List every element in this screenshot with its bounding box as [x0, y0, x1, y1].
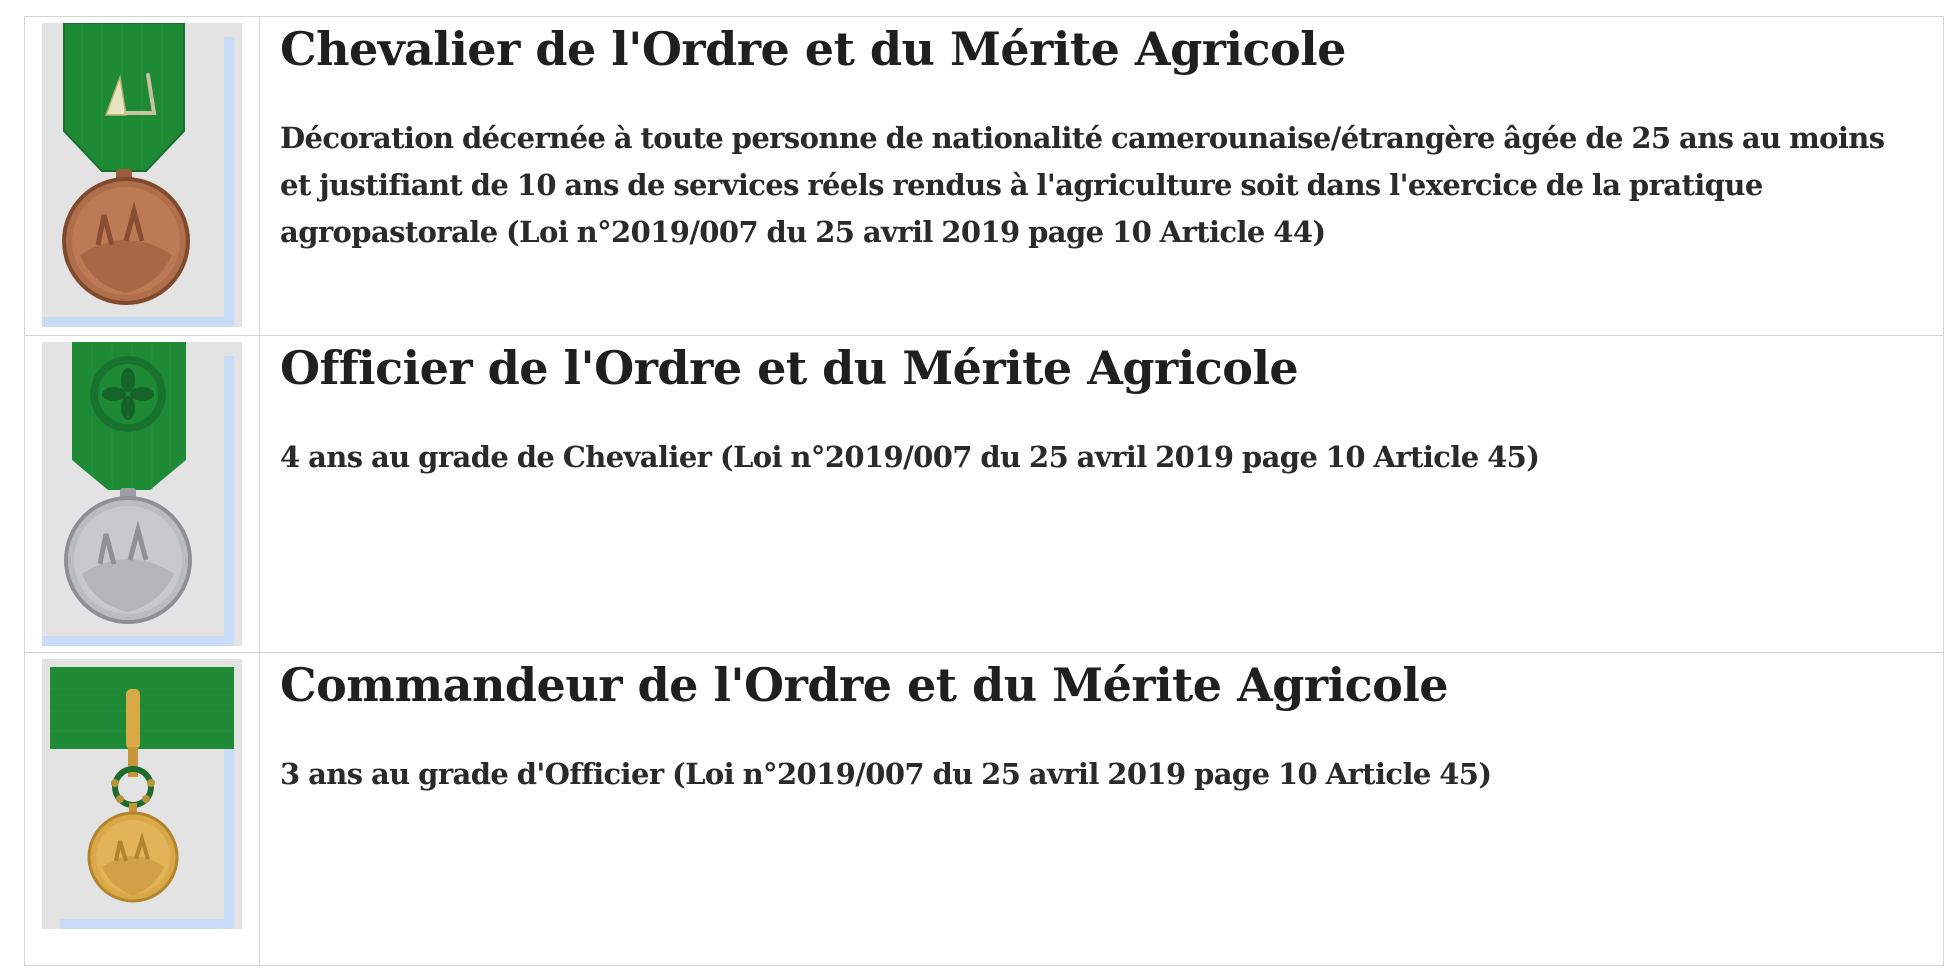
grade-title: Chevalier de l'Ordre et du Mérite Agricole	[280, 22, 1346, 76]
gold-medal-icon	[42, 659, 242, 929]
medal-image-cell	[25, 336, 260, 652]
grade-description: Décoration décernée à toute personne de nationalité camerounaise/étrangère âgée de 25 ans au moins et justifiant de 10 ans de services réels rendus à l'agriculture soit dans l'exercice de la pratique agropastorale (Loi n°2019/007 du 25 avril 2019 page 10 Article 44)	[280, 121, 1885, 249]
medal-text-cell	[260, 336, 1943, 652]
decoration-table	[24, 16, 1944, 966]
silver-medal-icon	[42, 342, 242, 646]
medal-image-cell	[25, 653, 260, 966]
table-row-chevalier	[25, 17, 1943, 335]
grade-description: 3 ans au grade d'Officier (Loi n°2019/007 du 25 avril 2019 page 10 Article 45)	[280, 757, 1492, 791]
medal-text-cell	[260, 653, 1943, 966]
medal-image-cell	[25, 17, 260, 335]
table-row-commandeur	[25, 652, 1943, 966]
table-row-officier	[25, 335, 1943, 652]
commandeur-medal-image	[42, 659, 242, 929]
grade-title: Commandeur de l'Ordre et du Mérite Agricole	[280, 658, 1449, 712]
officier-medal-image	[42, 342, 242, 646]
bronze-medal-icon	[42, 23, 242, 327]
grade-description: 4 ans au grade de Chevalier (Loi n°2019/007 du 25 avril 2019 page 10 Article 45)	[280, 440, 1540, 474]
chevalier-medal-image	[42, 23, 242, 327]
medal-text-cell	[260, 17, 1943, 335]
grade-title: Officier de l'Ordre et du Mérite Agricole	[280, 341, 1299, 395]
